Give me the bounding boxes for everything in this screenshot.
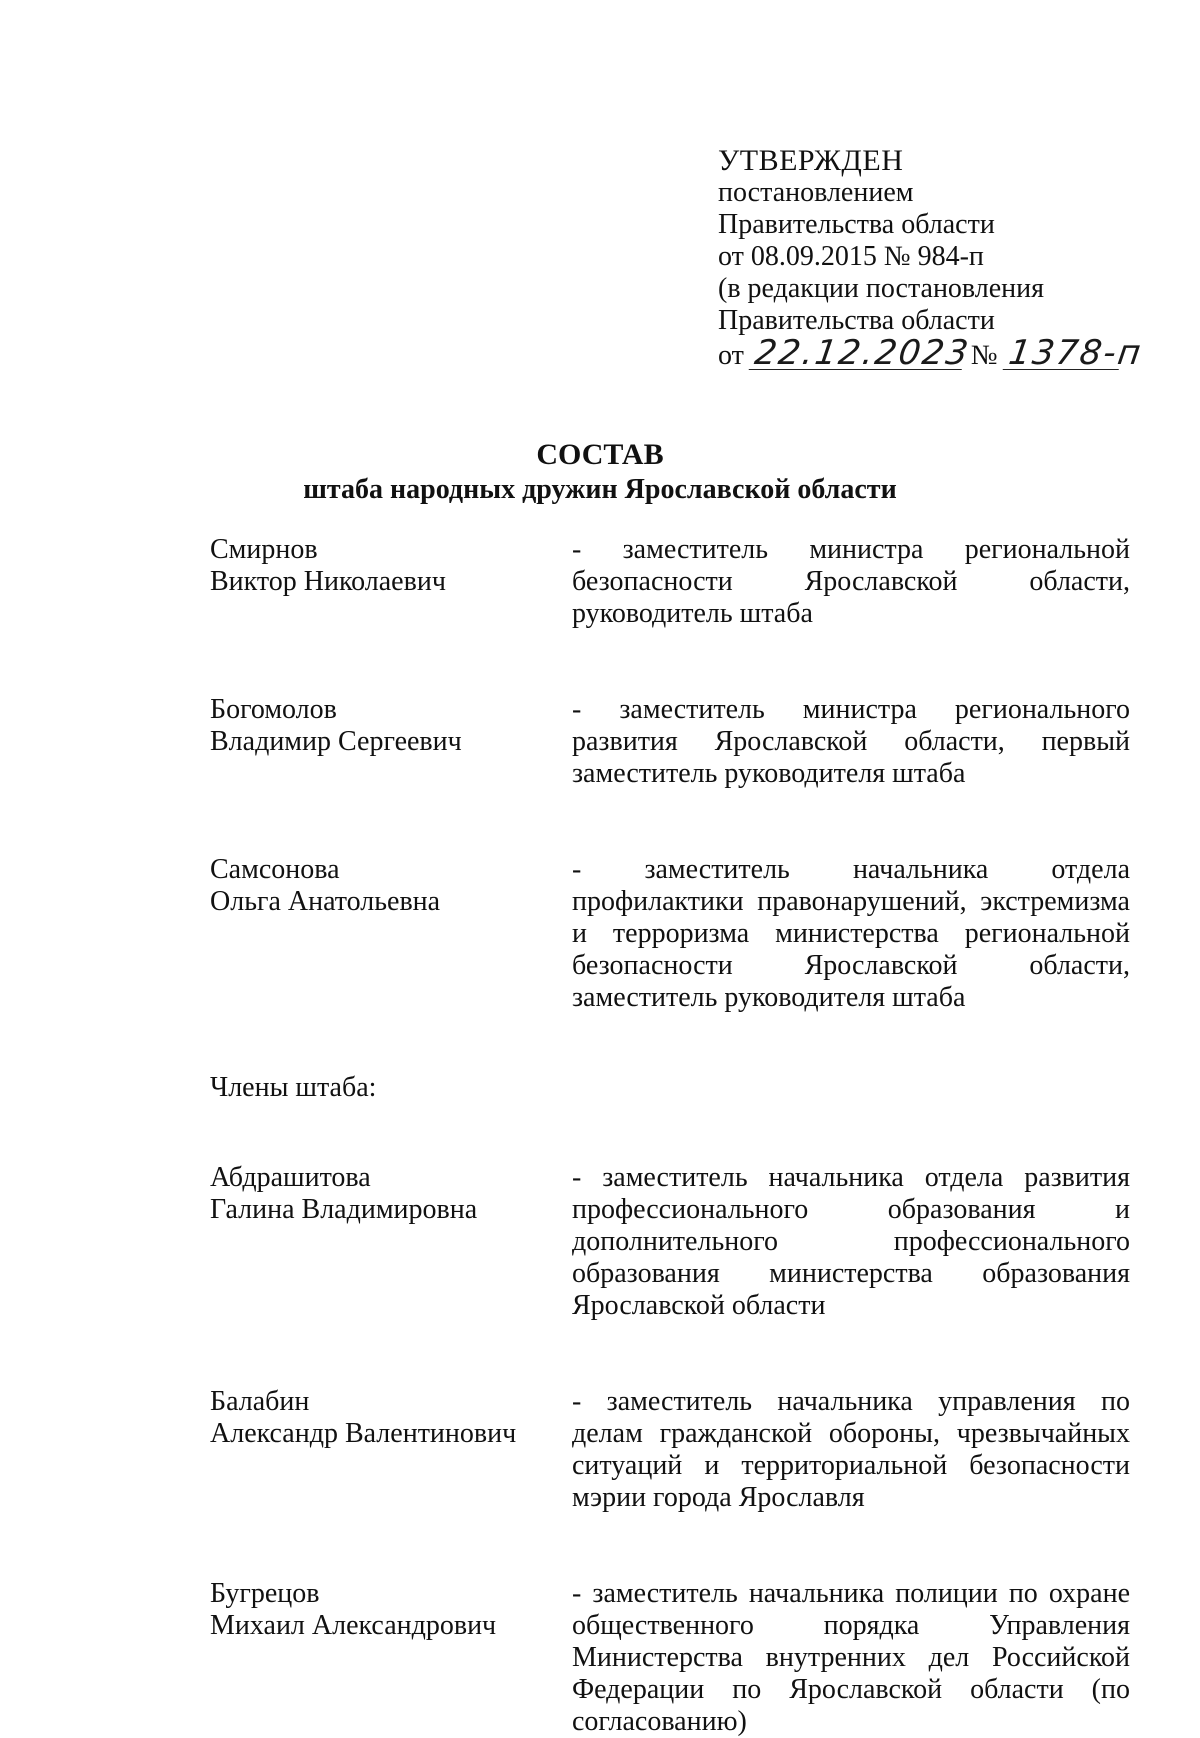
staff-roster [210,534,1130,1738]
amendment-date-handwritten: 22.12.2023 [749,337,967,370]
person-name [210,1386,572,1514]
person-name [210,694,572,790]
approval-line-1: постановлением [718,177,914,208]
person-name [210,1578,572,1738]
roster-entry [210,1162,1130,1322]
person-given-names: Александр Валентинович [210,1418,517,1449]
amendment-number-handwritten: 1378-п [1002,337,1123,370]
approval-line-3: от 08.09.2015 № 984-п [718,241,984,272]
approval-line-2: Правительства области [718,209,995,240]
amendment-line [718,333,1178,373]
person-name [210,534,572,630]
person-given-names: Виктор Николаевич [210,566,446,597]
person-surname: Самсонова [210,854,340,885]
approval-line-5: Правительства области [718,305,995,336]
amendment-prefix: от [718,340,744,371]
person-name [210,1162,572,1322]
approval-line-4: (в редакции постановления [718,273,1045,304]
person-role: - заместитель начальника отдела развития профессионального образования и дополнительного профессионального образования министерства образования Ярославской области [572,1162,1130,1321]
roster-entry [210,694,1130,790]
members-section-label: Члены штаба: [210,1072,377,1103]
person-given-names: Ольга Анатольевна [210,886,441,917]
roster-entry [210,534,1130,630]
roster-entry [210,1386,1130,1514]
person-role: - заместитель начальника управления по делам гражданской обороны, чрезвычайных ситуаций и территориальной безопасности мэрии города Ярославля [572,1386,1130,1513]
person-role: - заместитель начальника полиции по охране общественного порядка Управления Министерства внутренних дел Российской Федерации по Ярославской области (по согласованию) [572,1578,1130,1737]
amendment-number-sign: № [970,340,998,371]
person-given-names: Михаил Александрович [210,1610,497,1641]
person-surname: Абдрашитова [210,1162,371,1193]
approval-stamp [718,145,1178,372]
person-surname: Балабин [210,1386,310,1417]
document-title: СОСТАВ [536,438,664,471]
person-surname: Богомолов [210,694,337,725]
person-given-names: Галина Владимировна [210,1194,478,1225]
person-role: - заместитель министра регионального развития Ярославской области, первый заместитель руководителя штаба [572,694,1130,789]
person-role: - заместитель министра региональной безопасности Ярославской области, руководитель штаба [572,534,1130,629]
approval-heading: УТВЕРЖДЕН [718,144,904,177]
document-subtitle: штаба народных дружин Ярославской области [303,474,897,505]
roster-entry [210,1578,1130,1738]
person-surname: Бугрецов [210,1578,320,1609]
person-given-names: Владимир Сергеевич [210,726,462,757]
person-surname: Смирнов [210,534,318,565]
roster-entry [210,854,1130,1014]
person-name [210,854,572,1014]
person-role: - заместитель начальника отдела профилактики правонарушений, экстремизма и терроризма министерства региональной безопасности Ярославской области, заместитель руководителя штаба [572,854,1130,1013]
